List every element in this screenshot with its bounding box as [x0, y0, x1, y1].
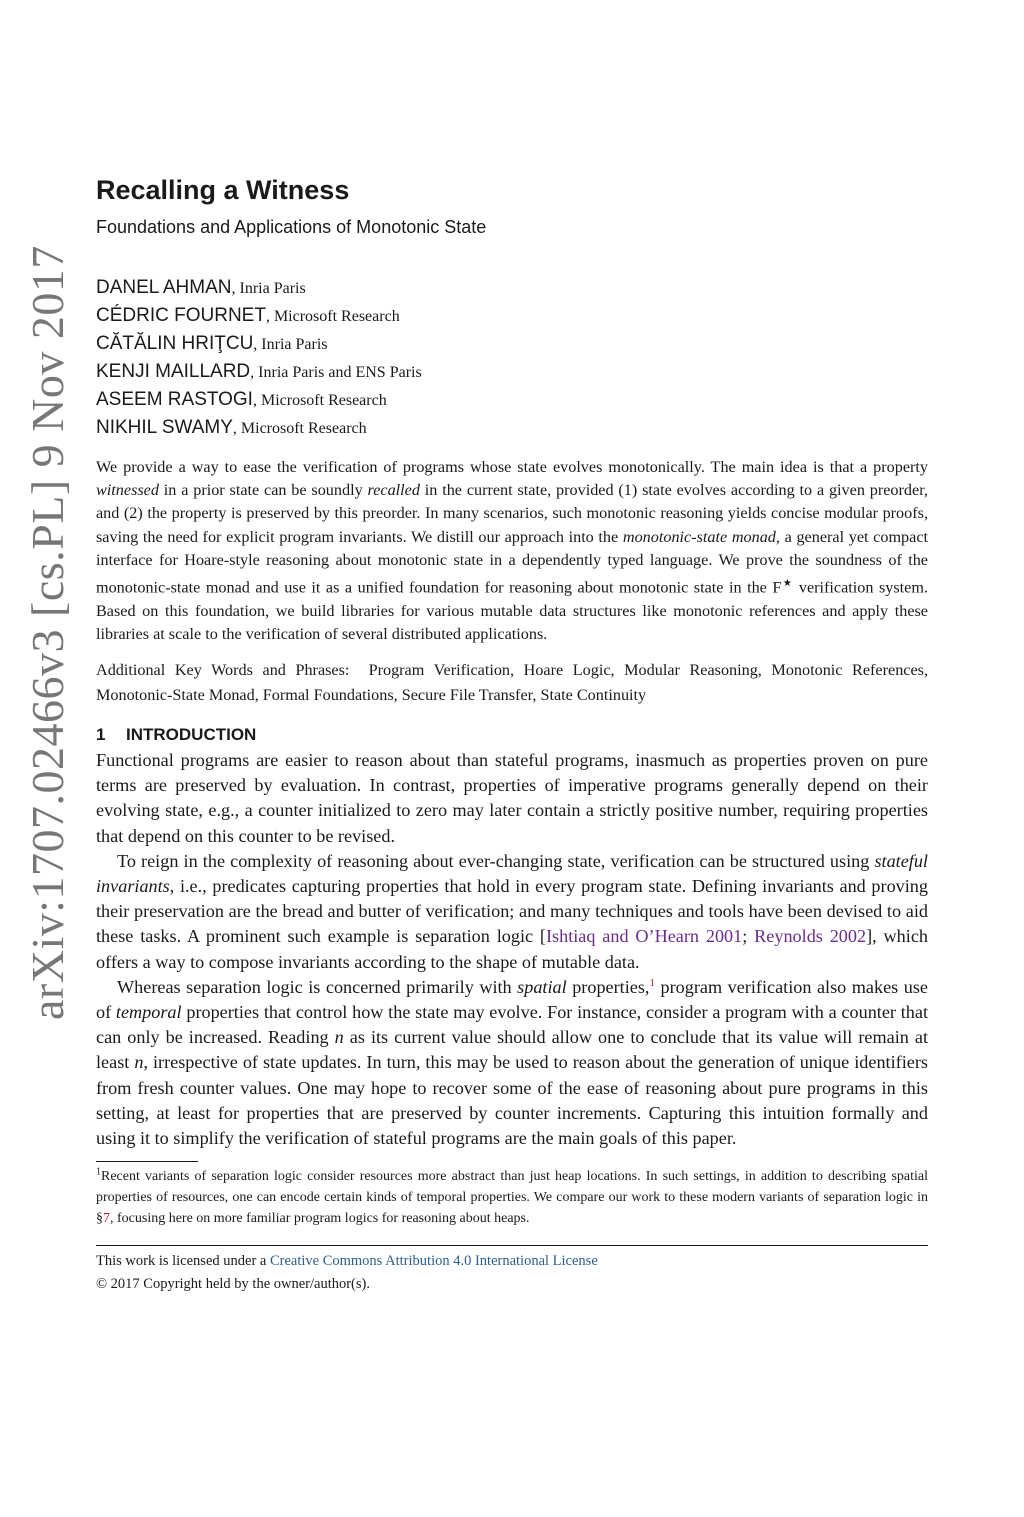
- abstract-emphasis: recalled: [367, 481, 420, 500]
- author-entry: [96, 414, 928, 442]
- paragraph-text: as its current value should allow one to conclude that its value will remain at least: [96, 1027, 928, 1073]
- footnote-divider: [96, 1161, 198, 1162]
- paragraph-text: properties that control how the state may evolve. For instance, consider a program with a counter that can only be increased. Reading: [96, 1002, 928, 1048]
- body-paragraph: [96, 849, 928, 975]
- license-line: [96, 1250, 928, 1273]
- author-entry: [96, 274, 928, 302]
- footnote-text: Recent variants of separation logic consider resources more abstract than just heap locations. In such settings, in addition to describing spatial properties of resources, one can encode certain kinds of temporal properties. We compare our work to these modern variants of separation logic in §: [96, 1169, 928, 1227]
- author-name: CÉDRIC FOURNET: [96, 305, 266, 326]
- section-title: INTRODUCTION: [126, 725, 257, 745]
- footnote-number: 1: [96, 1166, 101, 1178]
- author-entry: [96, 386, 928, 414]
- license-divider: [96, 1245, 928, 1246]
- abstract-text: in the current state, provided (1) state evolves according to a given preorder, and (2) the property is preserved by this preorder. In many scenarios, such monotonic reasoning yields concise modular proofs, saving the need for explicit program invariants. We distill our approach into the: [96, 481, 928, 546]
- paper-subtitle: Foundations and Applications of Monotonic State: [96, 217, 487, 237]
- author-affiliation: , Inria Paris: [253, 336, 328, 353]
- paragraph-text: program verification also makes use of: [96, 976, 928, 1023]
- abstract-emphasis: monotonic-state monad: [622, 527, 776, 546]
- abstract-text: , a general yet compact interface for Hoare-style reasoning about monotonic state in a dependently typed language. We prove the soundness of the monotonic-state monad and use it as a unified foundation for reasoning about monotonic state in the F: [96, 527, 928, 597]
- body-paragraph: Functional programs are easier to reason about than stateful programs, inasmuch as properties proven on pure terms are preserved by evaluation. In contrast, properties of imperative programs generally depend on their evolving state, e.g., a counter initialized to zero may later contain a strictly positive number, requiring properties that depend on this counter to be revised.: [96, 750, 928, 846]
- author-name: KENJI MAILLARD: [96, 361, 251, 382]
- license-text: This work is licensed under a: [96, 1253, 270, 1270]
- copyright-line: © 2017 Copyright held by the owner/author(s).: [96, 1276, 370, 1293]
- paragraph-emphasis: temporal: [115, 1002, 182, 1023]
- footnote: [96, 1166, 928, 1229]
- author-name: NIKHIL SWAMY: [96, 417, 233, 438]
- keywords-text: Program Verification, Hoare Logic, Modular Reasoning, Monotonic References, Monotonic-State Monad, Formal Foundations, Secure File Transfer, State Continuity: [96, 661, 928, 705]
- paragraph-text: Whereas separation logic is concerned primarily with: [117, 976, 518, 997]
- citation-link[interactable]: Reynolds 2002: [754, 926, 867, 947]
- paragraph-text: ], which offers a way to compose invariants according to the shape of mutable data.: [96, 926, 928, 972]
- paper-content: [96, 170, 928, 1296]
- author-entry: [96, 330, 928, 358]
- author-name: CĂTĂLIN HRIŢCU: [96, 333, 254, 354]
- paragraph-math: n: [334, 1027, 344, 1048]
- citation-link[interactable]: Ishtiaq and O’Hearn 2001: [545, 926, 743, 947]
- license-link[interactable]: Creative Commons Attribution 4.0 International License: [269, 1253, 598, 1270]
- abstract-emphasis: witnessed: [96, 481, 159, 500]
- author-name: DANEL AHMAN: [96, 277, 232, 298]
- author-affiliation: , Microsoft Research: [252, 392, 387, 409]
- abstract: [96, 456, 928, 646]
- author-affiliation: , Inria Paris and ENS Paris: [250, 364, 422, 381]
- author-affiliation: , Microsoft Research: [232, 420, 367, 437]
- section-heading: [96, 722, 928, 748]
- paragraph-text: ;: [742, 926, 755, 947]
- arxiv-stamp: arXiv:1707.02466v3 [cs.PL] 9 Nov 2017: [22, 245, 73, 1020]
- abstract-text: We provide a way to ease the verification of programs whose state evolves monotonically. The main idea is that a property: [96, 458, 928, 476]
- paragraph-text: , i.e., predicates capturing properties that hold in every program state. Defining invariants and proving their preservation are the bread and butter of verification; and many techniques and tools have been devised to aid these tasks. A prominent such example is separation logic [: [96, 876, 928, 947]
- author-list: [96, 274, 928, 442]
- author-entry: [96, 358, 928, 386]
- author-name: ASEEM RASTOGI: [96, 389, 253, 410]
- keywords-label: Additional Key Words and Phrases:: [96, 661, 350, 680]
- paragraph-text: To reign in the complexity of reasoning about ever-changing state, verification can be structured using: [117, 850, 875, 871]
- keywords: [96, 658, 928, 708]
- author-affiliation: , Microsoft Research: [265, 308, 400, 325]
- footnote-marker[interactable]: 1: [649, 976, 655, 989]
- author-affiliation: , Inria Paris: [231, 280, 306, 297]
- author-entry: [96, 302, 928, 330]
- paragraph-emphasis: stateful invariants: [96, 850, 928, 897]
- section-ref-link[interactable]: 7: [103, 1211, 110, 1227]
- fstar-star: ★: [781, 578, 794, 590]
- body-paragraph: [96, 975, 928, 1151]
- paragraph-math: n: [134, 1052, 144, 1073]
- footnote-text: , focusing here on more familiar program logics for reasoning about heaps.: [110, 1211, 530, 1227]
- paper-title: Recalling a Witness: [96, 175, 350, 205]
- paragraph-emphasis: spatial: [517, 976, 567, 997]
- license-block: [96, 1250, 928, 1296]
- section-number: 1: [96, 725, 106, 745]
- paragraph-text: , irrespective of state updates. In turn, this may be used to reason about the generation of unique identifiers from fresh counter values. One may hope to recover some of the ease of reasoning about pure programs in this setting, at least for properties that are preserved by counter increments. Capturing this intuition formally and using it to simplify the verification of stateful programs are the main goals of this paper.: [96, 1052, 928, 1149]
- abstract-text: verification system. Based on this foundation, we build libraries for various mutable data structures like monotonic references and apply these libraries at scale to the verification of several distributed applications.: [96, 578, 928, 643]
- paragraph-text: properties,: [566, 976, 650, 997]
- abstract-text: in a prior state can be soundly: [158, 481, 368, 500]
